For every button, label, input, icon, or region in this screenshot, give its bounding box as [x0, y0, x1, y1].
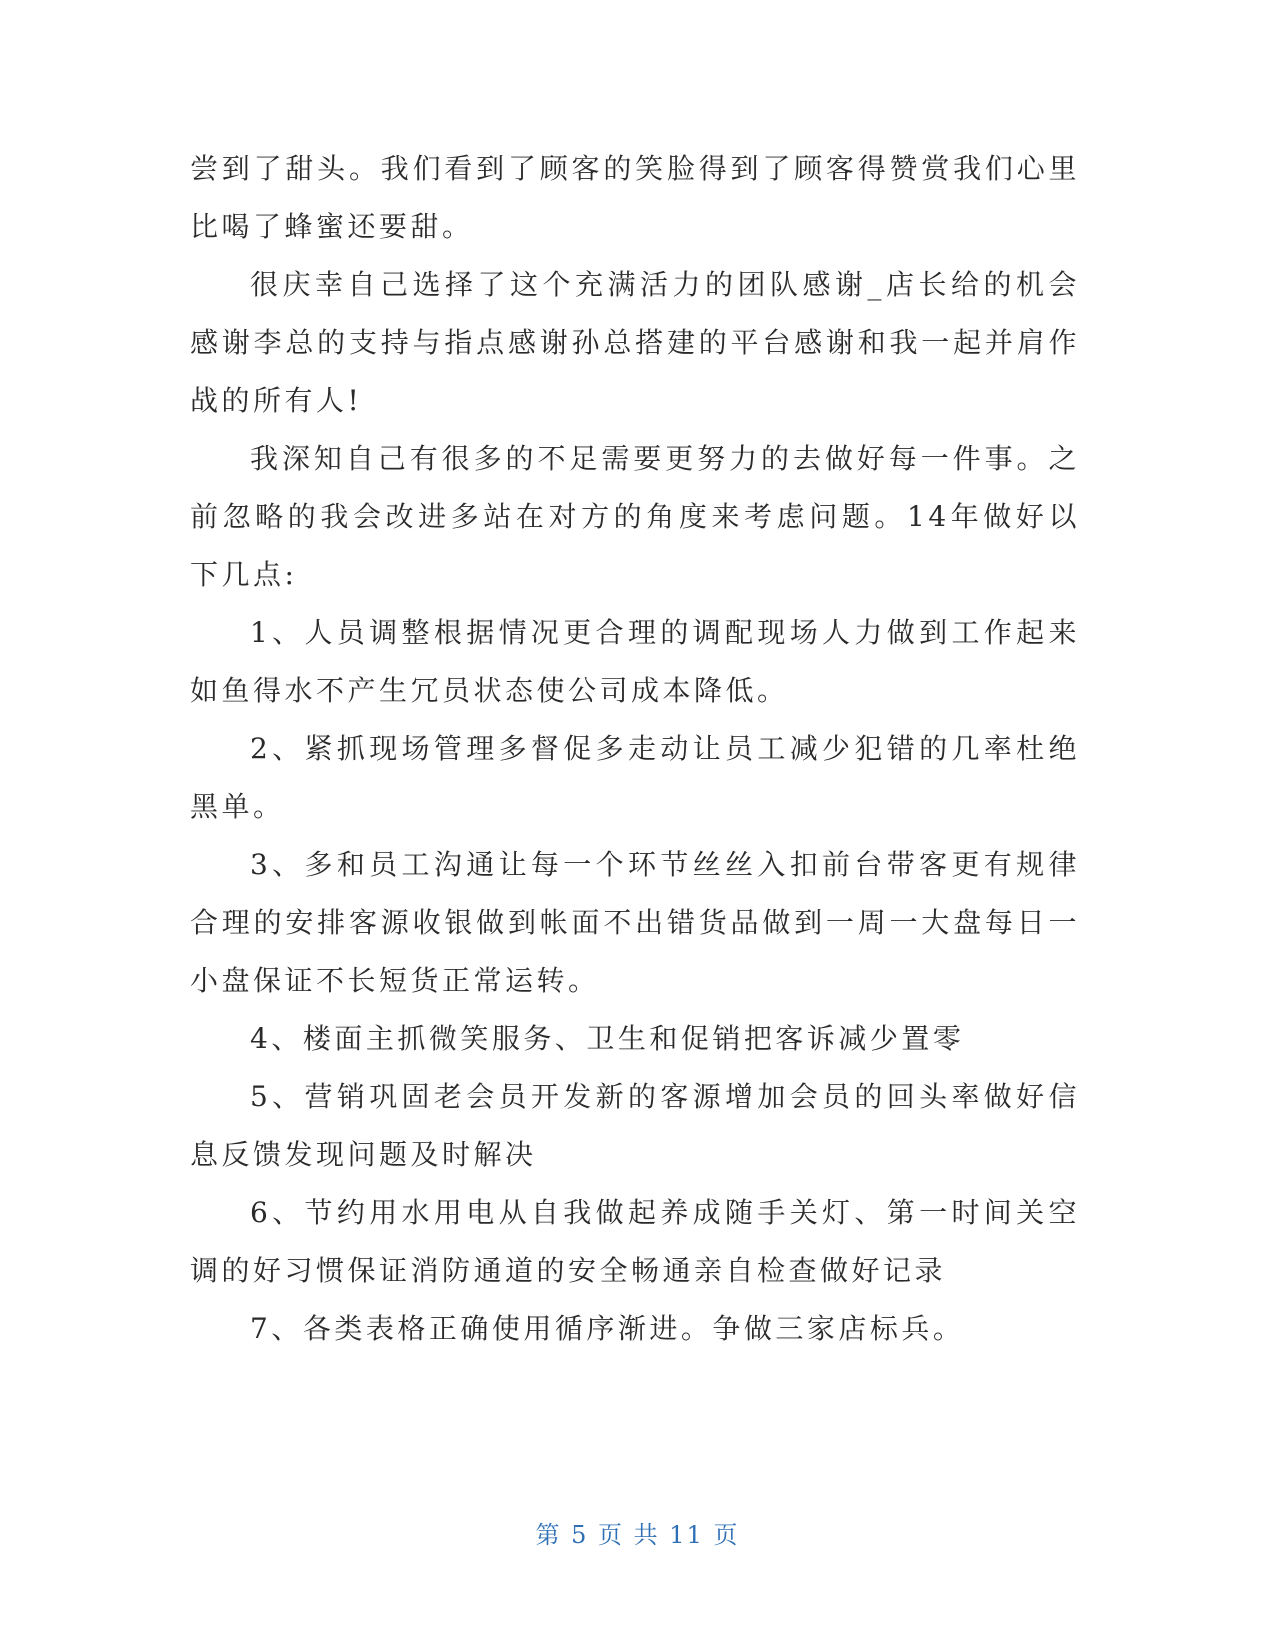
list-item-6: 6、节约用水用电从自我做起养成随手关灯、第一时间关空调的好习惯保证消防通道的安全畅通亲自检查做好记录: [190, 1196, 1080, 1287]
list-item-5: 5、营销巩固老会员开发新的客源增加会员的回头率做好信息反馈发现问题及时解决: [190, 1080, 1080, 1171]
paragraph-1: 尝到了甜头。我们看到了顾客的笑脸得到了顾客得赞赏我们心里比喝了蜂蜜还要甜。: [190, 152, 1080, 243]
list-item-7: 7、各类表格正确使用循序渐进。争做三家店标兵。: [250, 1312, 965, 1345]
page-number-label: 第 5 页 共 11 页: [535, 1521, 740, 1549]
document-body: [190, 140, 1080, 1358]
list-item-1: 1、人员调整根据情况更合理的调配现场人力做到工作起来如鱼得水不产生冗员状态使公司成本降低。: [190, 616, 1080, 707]
list-item-4: 4、楼面主抓微笑服务、卫生和促销把客诉减少置零: [250, 1022, 965, 1055]
paragraph-2: 很庆幸自己选择了这个充满活力的团队感谢_店长给的机会感谢李总的支持与指点感谢孙总搭建的平台感谢和我一起并肩作战的所有人!: [190, 268, 1080, 417]
list-item-2: 2、紧抓现场管理多督促多走动让员工减少犯错的几率杜绝黑单。: [190, 732, 1080, 823]
paragraph-3: 我深知自己有很多的不足需要更努力的去做好每一件事。之前忽略的我会改进多站在对方的角度来考虑问题。14年做好以下几点:: [190, 442, 1080, 591]
page-footer: [0, 1515, 1275, 1550]
list-item-3: 3、多和员工沟通让每一个环节丝丝入扣前台带客更有规律合理的安排客源收银做到帐面不出错货品做到一周一大盘每日一小盘保证不长短货正常运转。: [190, 848, 1080, 997]
